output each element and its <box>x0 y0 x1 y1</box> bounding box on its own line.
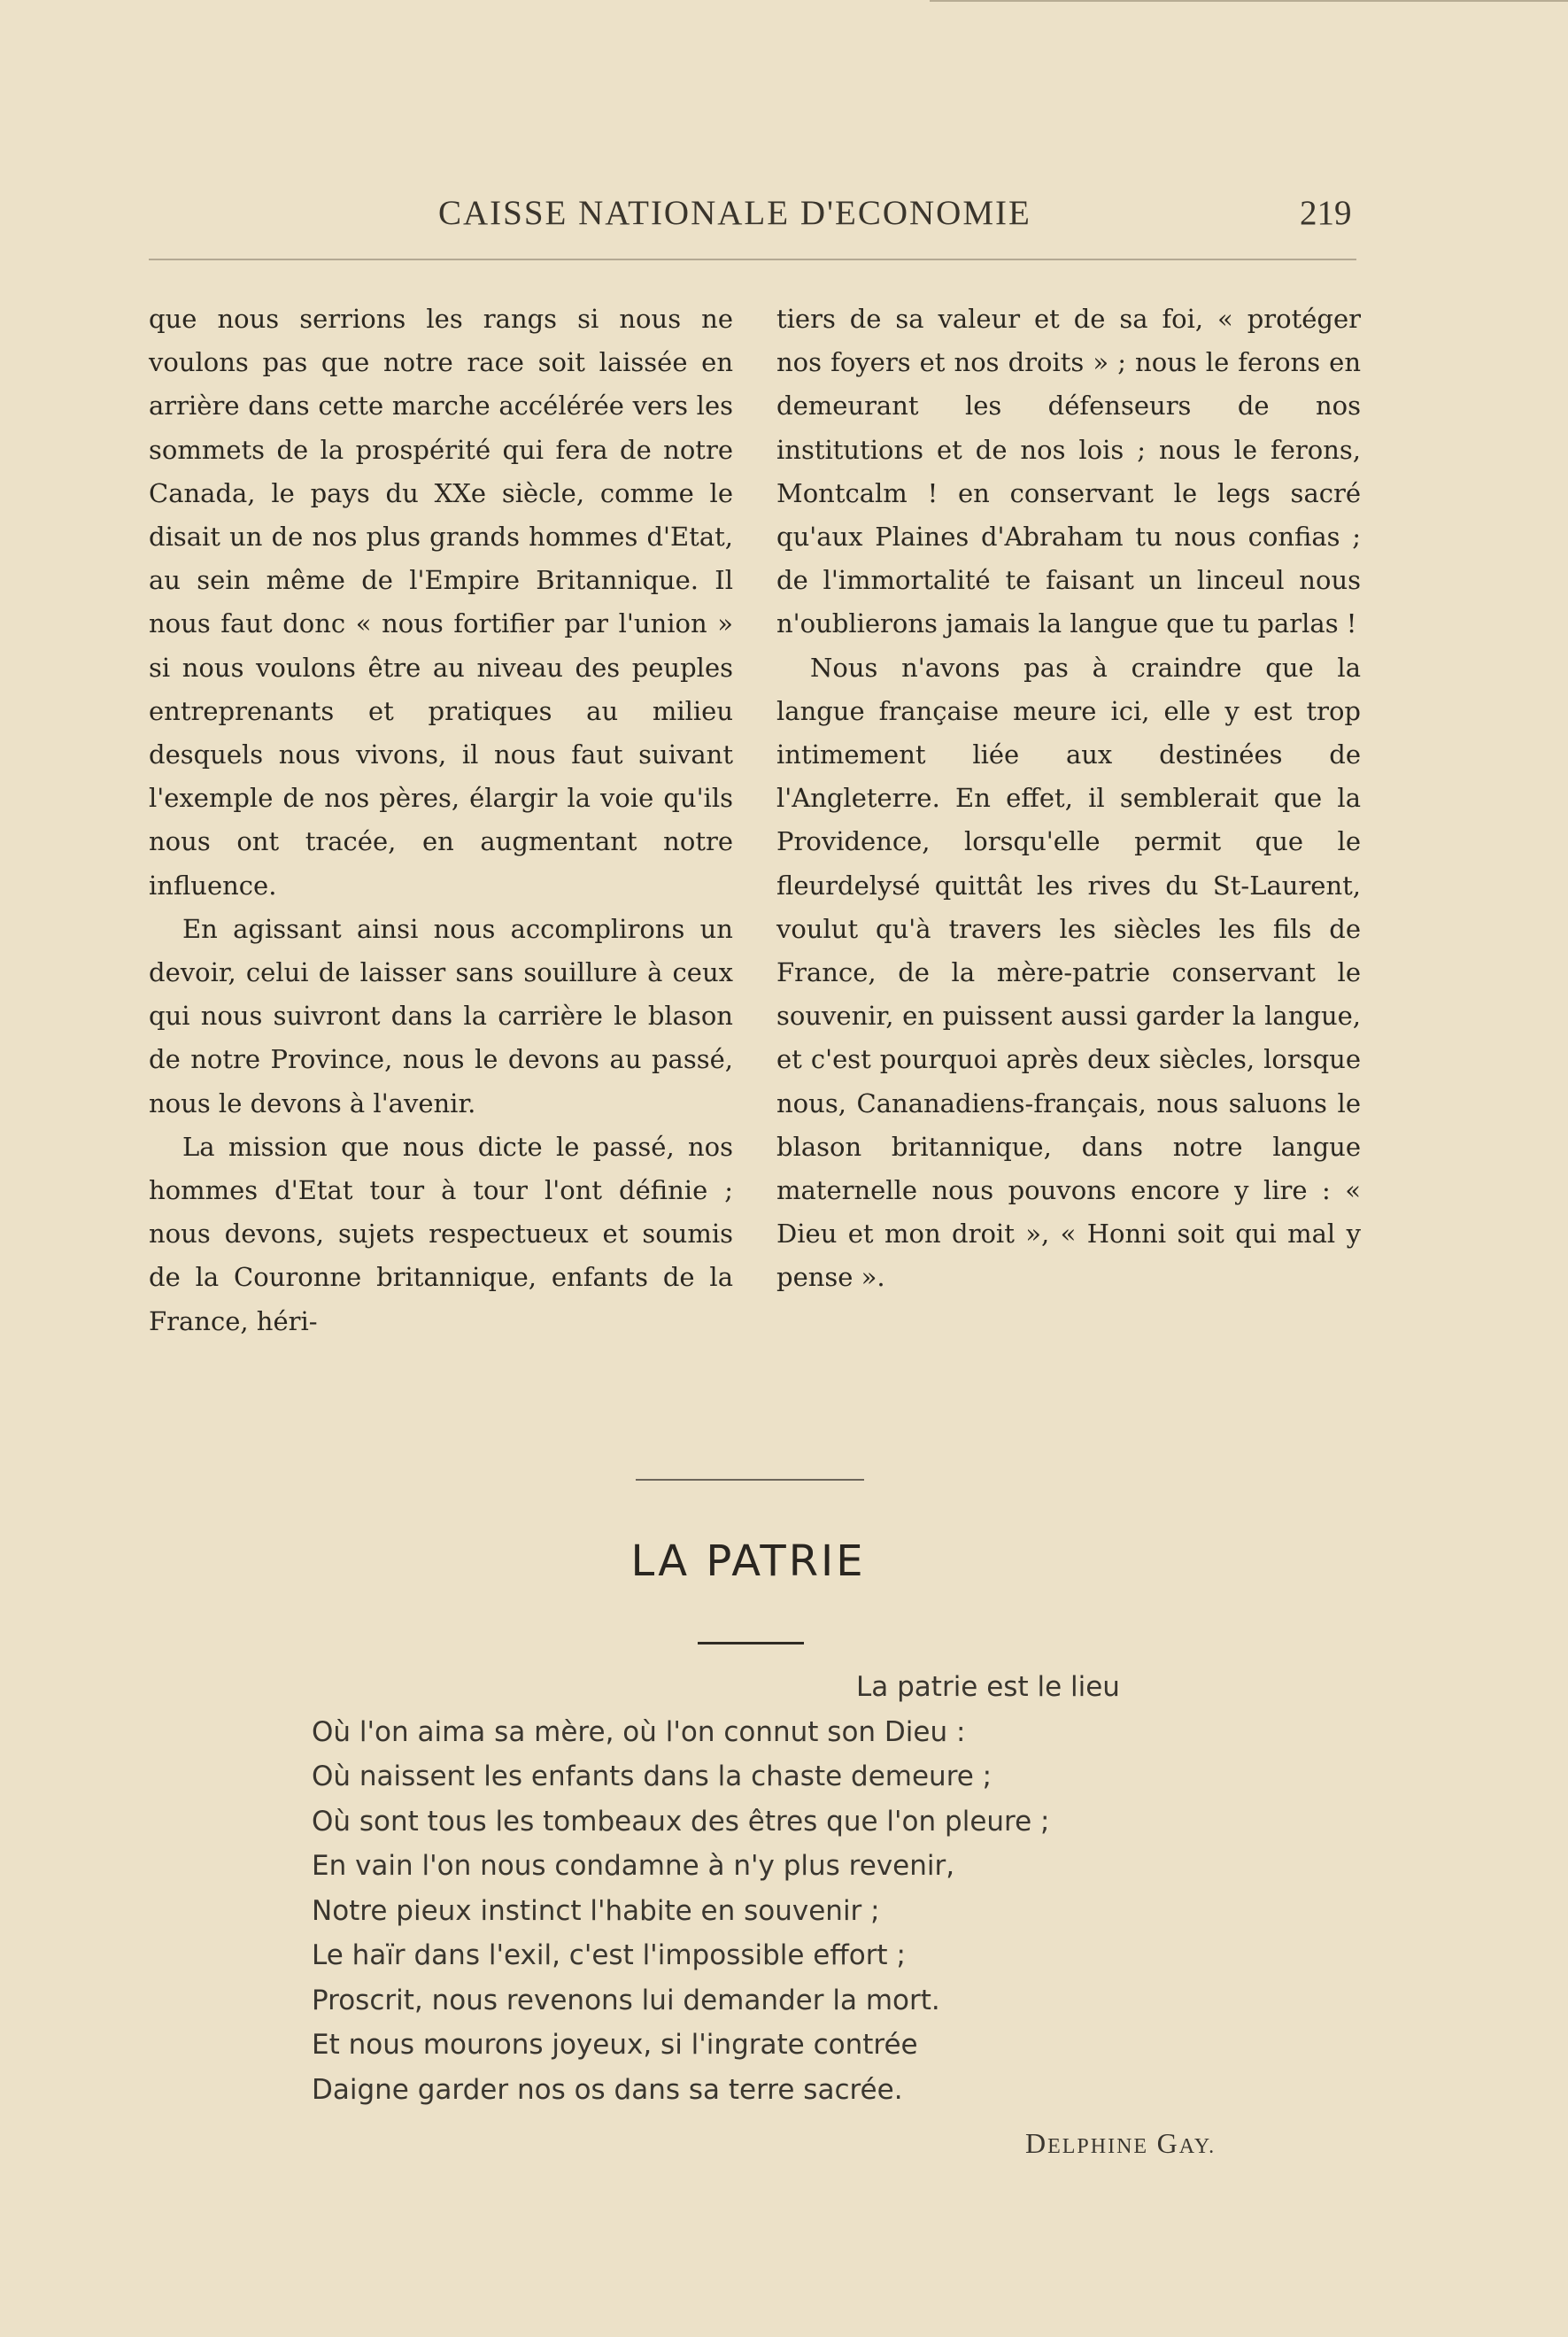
paragraph: que nous serrions les rangs si nous ne voulons pas que notre race soit laissée en arrière dans cette marche accélérée vers les sommets de la prospérité qui fera de notre Canada, le pays du XXe siècle, comme le disait un de nos plus grands hommes d'Etat, au sein même de l'Empire Britannique. Il nous faut donc « nous fortifier par l'union » si nous voulons être au niveau des peuples entreprenants et pratiques au milieu desquels nous vivons, il nous faut suivant l'exemple de nos pères, élargir la voie qu'ils nous ont tracée, en augmentant notre influence. <box>149 304 733 901</box>
poem-line: Où naissent les enfants dans la chaste demeure ; <box>312 1760 993 1792</box>
section-separator <box>636 1479 864 1481</box>
poem-line: Où l'on aima sa mère, où l'on connut son Dieu : <box>312 1715 966 1748</box>
paragraph: tiers de sa valeur et de sa foi, « protéger nos foyers et nos droits » ; nous le ferons en demeurant les défenseurs de nos institutions et de nos lois ; nous le ferons, Montcalm ! en conservant le legs sacré qu'aux Plaines d'Abraham tu nous confias ; de l'immortalité te faisant un linceul nous n'oublierons jamais la langue que tu parlas ! <box>776 304 1361 639</box>
poem-line: Le haïr dans l'exil, c'est l'impossible effort ; <box>312 1939 906 1971</box>
author-initial: G <box>1156 2127 1179 2159</box>
author-name-rest: ELPHINE <box>1047 2135 1149 2158</box>
title-underline <box>698 1642 804 1644</box>
poem-line: Et nous mourons joyeux, si l'ingrate contrée <box>312 2029 918 2061</box>
poem-line: Proscrit, nous revenons lui demander la mort. <box>312 1984 940 2016</box>
paragraph: En agissant ainsi nous accomplirons un devoir, celui de laisser sans souillure à ceux qui nous suivront dans la carrière le blason de notre Province, nous le devons au passé, nous le devons à l'avenir. <box>149 913 733 1118</box>
poem-title: LA PATRIE <box>630 1536 866 1586</box>
running-title: CAISSE NATIONALE D'ECONOMIE <box>438 194 1031 232</box>
running-header <box>0 193 1568 237</box>
poem-line: Notre pieux instinct l'habite en souvenir ; <box>312 1894 880 1927</box>
poem-author <box>1025 2127 1216 2160</box>
paragraph: Nous n'avons pas à craindre que la langue française meure ici, elle y est trop intimement liée aux destinées de l'Angleterre. En effet, il semblerait que la Providence, lorsqu'elle permit que le fleurdelysé quittât les rives du St-Laurent, voulut qu'à travers les siècles les fils de France, de la mère-patrie conservant le souvenir, en puissent aussi garder la langue, et c'est pourquoi après deux siècles, lorsque nous, Cananadiens-français, nous saluons le blason britannique, dans notre langue maternelle nous pouvons encore y lire : « Dieu et mon droit », « Honni soit qui mal y pense ». <box>776 652 1361 1293</box>
poem-line: En vain l'on nous condamne à n'y plus revenir, <box>312 1850 955 1882</box>
page-number: 219 <box>1300 194 1352 232</box>
poem <box>312 1665 1286 2112</box>
author-initial: D <box>1025 2127 1048 2159</box>
poem-line: Daigne garder nos os dans sa terre sacrée. <box>312 2073 903 2106</box>
right-column <box>776 298 1361 1300</box>
author-name-rest: AY. <box>1178 2135 1217 2158</box>
poem-line: La patrie est le lieu <box>856 1671 1120 1703</box>
poem-line: Où sont tous les tombeaux des êtres que l'on pleure ; <box>312 1805 1050 1838</box>
left-column <box>149 298 733 1343</box>
paragraph: La mission que nous dicte le passé, nos hommes d'Etat tour à tour l'ont définie ; nous devons, sujets respectueux et soumis de la Couronne britannique, enfants de la France, héri- <box>149 1131 733 1336</box>
header-rule <box>149 259 1356 260</box>
page-edge-line <box>930 0 1568 2</box>
